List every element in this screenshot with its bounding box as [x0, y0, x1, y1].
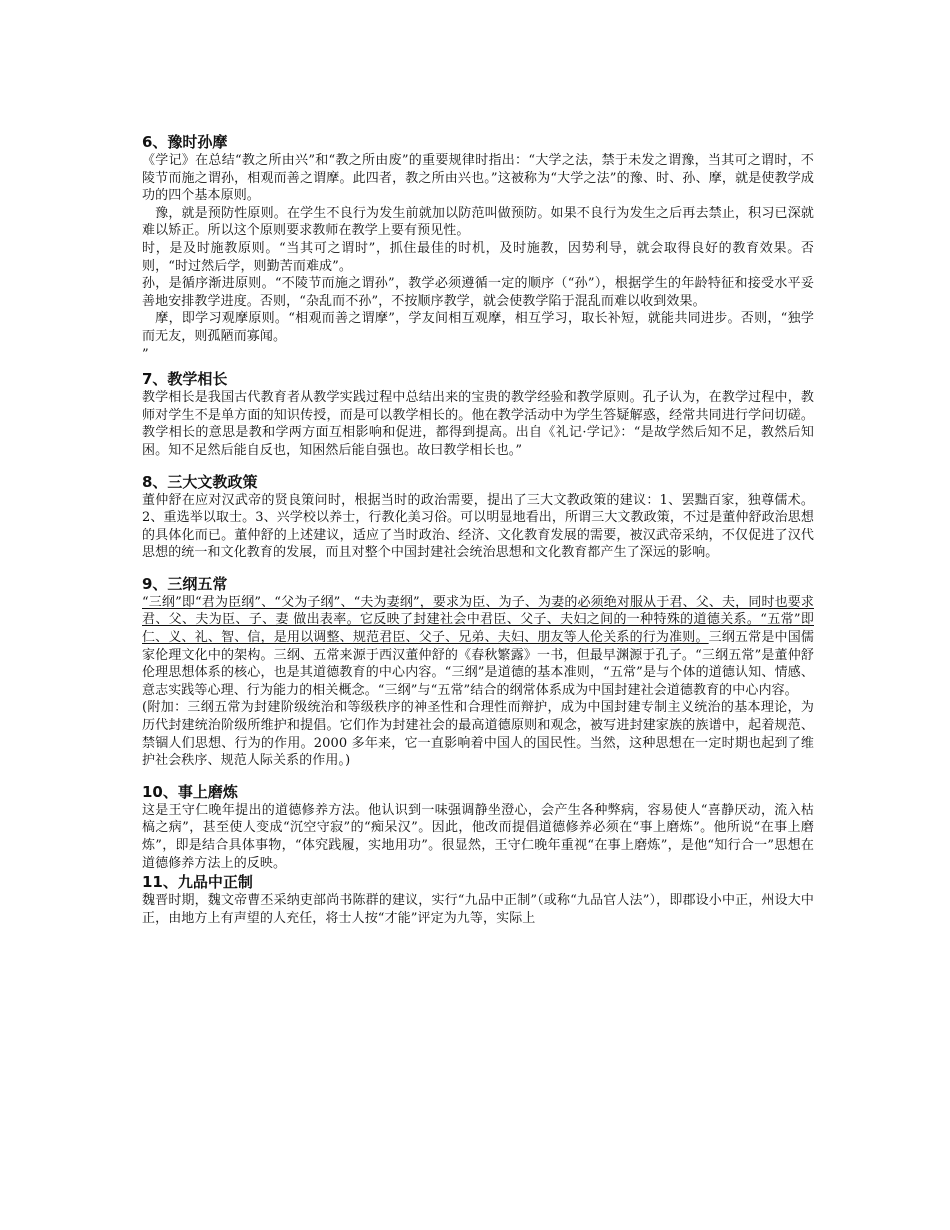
s7-paragraph-1: 教学相长是我国古代教育者从教学实践过程中总结出来的宝贵的教学经验和教学原则。孔子认为，在教学过程中，教师对学生不是单方面的知识传授，而是可以教学相长的。他在教学活动中为学生答疑解惑，经常共同进行学问切磋。教学相长的意思是教和学两方面互相影响和促进，都得到提高。出自《礼记·学记》：“是故学然后知不足，教然后知困。知不足然后能自反也，知困然后能自强也。故曰教学相长也。” [142, 390, 814, 458]
s10-paragraph-1: 这是王守仁晚年提出的道德修养方法。他认识到一味强调静坐澄心，会产生各种弊病，容易使人“喜静厌动，流入枯槁之病”，甚至使人变成“沉空守寂”的“痴呆汉”。因此，他改而提倡道德修养必须在“事上磨炼”。他所说“在事上磨炼”，即是结合具体事物，“体究践履，实地用功”。很显然，王守仁晚年重视“在事上磨炼”，是他“知行合一”思想在道德修养方法上的反映。 [142, 802, 814, 871]
section-title-7: 7、教学相长 [142, 370, 228, 389]
s6-paragraph-4: 孙，是循序渐进原则。“不陵节而施之谓孙”，教学必须遵循一定的顺序（“孙”），根据学生的年龄特征和接受水平妥善地安排教学进度。否则，“杂乱而不孙”，不按顺序教学，就会使教学陷于混乱而难以收到效果。 [142, 276, 814, 309]
s9-paragraph-1-rest: 三纲五常是中国儒家伦理文化中的架构。三纲、五常来源于西汉董仲舒的《春秋繁露》一书，但最早渊源于孔子。“三纲五常”是董仲舒伦理思想体系的核心，也是其道德教育的中心内容。“三纲”是道德的基本准则，“五常”是与个体的道德认知、情感、意志实践等心理、行为能力的相关概念。“三纲”与“五常”结合的纲常体系成为中国封建社会道德教育的中心内容。 [142, 630, 814, 698]
s9-paragraph-2: (附加：三纲五常为封建阶级统治和等级秩序的神圣性和合理性而辩护，成为中国封建专制主义统治的基本理论，为历代封建统治阶级所维护和提倡。它们作为封建社会的最高道德原则和观念，被写进封建家族的族谱中，起着规范、禁锢人们思想、行为的作用。2000 多年来，它一直影响着中国人的国民性。当然，这种思想在一定时期也起到了维护社会秩序、规范人际关系的作用。) [142, 700, 814, 769]
s11-paragraph-1: 魏晋时期，魏文帝曹丕采纳吏部尚书陈群的建议，实行“九品中正制”（或称“九品官人法”），即郡设小中正，州设大中正，由地方上有声望的人充任，将士人按“才能”评定为九等，实际上 [142, 893, 814, 926]
section-title-10: 10、事上磨炼 [142, 782, 238, 801]
s6-paragraph-3: 时，是及时施教原则。“当其可之谓时”，抓住最佳的时机，及时施教，因势利导，就会取得良好的教育效果。否则，“时过然后学，则勤苦而难成”。 [142, 240, 814, 274]
s8-paragraph-1: 董仲舒在应对汉武帝的贤良策问时，根据当时的政治需要，提出了三大文教政策的建议：1、罢黜百家，独尊儒术。2、重选举以取士。3、兴学校以养士，行教化美习俗。可以明显地看出，所谓三大文教政策，不过是董仲舒政治思想的具体化而已。董仲舒的上述建议，适应了当时政治、经济、文化教育发展的需要，被汉武帝采纳，不仅促进了汉代思想的统一和文化教育的发展，而且对整个中国封建社会统治思想和文化教育都产生了深远的影响。 [142, 492, 814, 561]
s6-paragraph-1: 《学记》在总结“教之所由兴”和“教之所由废”的重要规律时指出：“大学之法，禁于未发之谓豫，当其可之谓时，不陵节而施之谓孙，相观而善之谓摩。此四者，教之所由兴也。”这被称为“大学之法”的豫、时、孙、摩，就是使教学成功的四个基本原则。 [142, 153, 814, 204]
s9-paragraph-1 [142, 594, 814, 700]
section-title-11: 11、九品中正制 [142, 873, 253, 892]
s6-paragraph-6: ” [142, 346, 149, 362]
s6-paragraph-2: 豫，就是预防性原则。在学生不良行为发生前就加以防范叫做预防。如果不良行为发生之后再去禁止，积习已深就难以矫正。所以这个原则要求教师在教学上要有预见性。 [142, 205, 814, 239]
document-page [142, 132, 814, 927]
section-title-6: 6、豫时孙摩 [142, 133, 228, 151]
s9-underlined-text: “三纲”即“君为臣纲”、“父为子纲”、“夫为妻纲”，要求为臣、为子、为妻的必须绝对服从于君、父、夫，同时也要求君、父、夫为臣、子、妻 做出表率。它反映了封建社会中君臣、父子、夫妇之间的一种特殊的道德关系。“五常”即仁、义、礼、智、信，是用以调整、规范君臣、父子、兄弟、夫妇、朋友等人伦关系的行为准则。 [142, 594, 814, 646]
s6-paragraph-5: 摩，即学习观摩原则。“相观而善之谓摩”，学友间相互观摩，相互学习，取长补短，就能共同进步。否则，“独学而无友，则孤陋而寡闻。 [142, 311, 814, 344]
section-title-8: 8、三大文教政策 [142, 472, 258, 491]
section-title-9: 9、三纲五常 [142, 574, 228, 593]
